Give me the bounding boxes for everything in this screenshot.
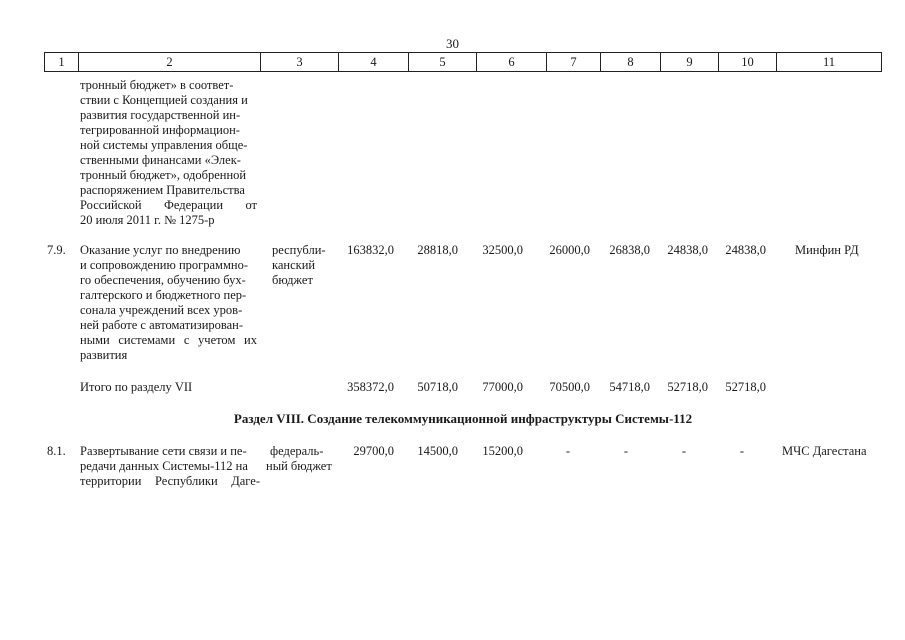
page-number: 30 <box>446 36 459 51</box>
value-cell: 52718,0 <box>667 380 708 394</box>
header-col-8: 8 <box>600 53 660 71</box>
value-cell: 29700,0 <box>353 444 394 458</box>
section-title: Раздел VIII. Создание телекоммуникационной инфраструктуры Системы-112 <box>233 411 693 426</box>
table-header-row <box>44 52 882 72</box>
row-number: 8.1. <box>47 444 66 458</box>
value-cell: - <box>623 444 629 458</box>
value-cell: 54718,0 <box>609 380 650 394</box>
header-col-2: 2 <box>78 53 260 71</box>
header-col-6: 6 <box>476 53 546 71</box>
total-label: Итого по разделу VII <box>80 380 193 394</box>
value-cell: 24838,0 <box>667 243 708 257</box>
value-cell: 50718,0 <box>417 380 458 394</box>
funding-source: федераль- <box>270 444 324 458</box>
value-cell: 24838,0 <box>725 243 766 257</box>
value-cell: 26000,0 <box>549 243 590 257</box>
executor: Минфин РД <box>795 243 859 257</box>
value-cell: 15200,0 <box>482 444 523 458</box>
value-cell: - <box>681 444 687 458</box>
header-col-1: 1 <box>44 53 78 71</box>
value-cell: 358372,0 <box>347 380 394 394</box>
value-cell: 52718,0 <box>725 380 766 394</box>
executor: МЧС Дагестана <box>782 444 867 458</box>
value-cell: 26838,0 <box>609 243 650 257</box>
value-cell: 28818,0 <box>417 243 458 257</box>
header-col-7: 7 <box>546 53 600 71</box>
funding-source: республи- <box>272 243 326 257</box>
header-col-9: 9 <box>660 53 718 71</box>
row-number: 7.9. <box>47 243 66 257</box>
value-cell: - <box>565 444 571 458</box>
value-cell: 32500,0 <box>482 243 523 257</box>
value-cell: 163832,0 <box>347 243 394 257</box>
value-cell: 70500,0 <box>549 380 590 394</box>
header-col-10: 10 <box>718 53 776 71</box>
value-cell: 14500,0 <box>417 444 458 458</box>
value-cell: 77000,0 <box>482 380 523 394</box>
header-col-4: 4 <box>338 53 408 71</box>
header-col-5: 5 <box>408 53 476 71</box>
value-cell: - <box>739 444 745 458</box>
header-col-11: 11 <box>776 53 882 71</box>
header-col-3: 3 <box>260 53 338 71</box>
